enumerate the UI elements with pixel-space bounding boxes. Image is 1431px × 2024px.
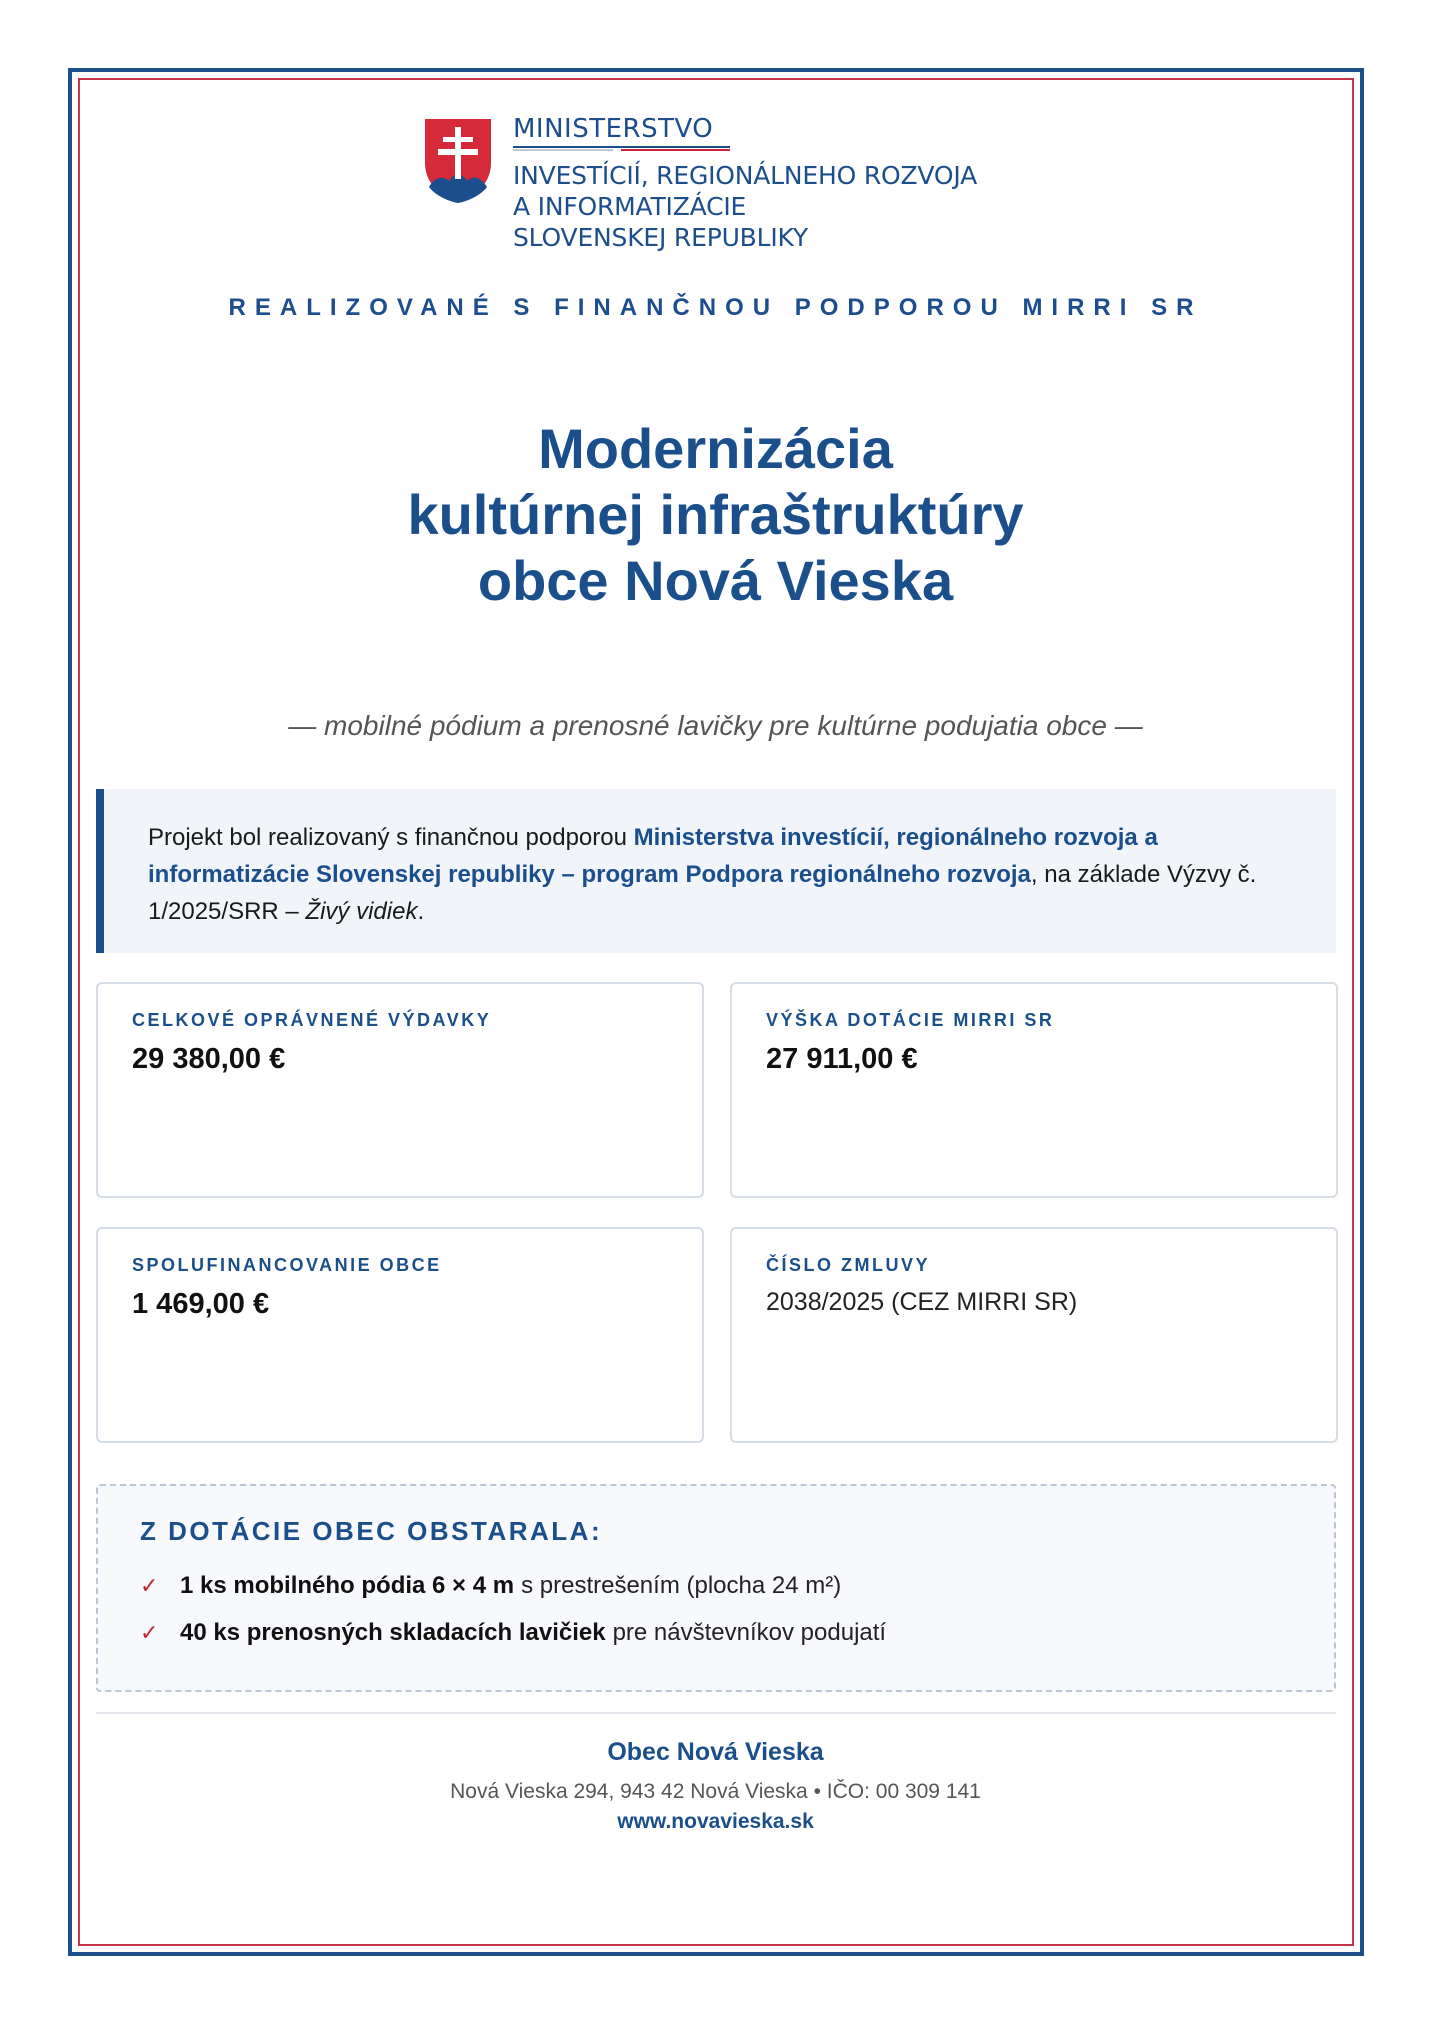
support-tagline: REALIZOVANÉ S FINANČNOU PODPOROU MIRRI SR [228,294,1203,321]
funding-info-box [96,789,1336,953]
card-value: 27 911,00 € [766,1043,918,1075]
card-label: CELKOVÉ OPRÁVNENÉ VÝDAVKY [132,1010,492,1030]
logo-ministry-word: MINISTERSTVO [513,114,714,144]
info-text-end: . [417,898,425,925]
check-icon: ✓ [140,1573,159,1598]
footer-municipality-name: Obec Nová Vieska [607,1738,824,1766]
list-item [140,1571,1292,1601]
info-ministry-program: Ministerstva investícií, regionálneho rozvoja a informatizácie Slovenskej republiky – program Podpora regionálneho rozvoja [148,824,1158,888]
project-title [0,416,1431,614]
procurement-box [96,1484,1336,1692]
logo-tricolor-lines [513,146,730,153]
card-cofinancing [96,1227,704,1443]
item-bold: 40 ks prenosných skladacích lavičiek [180,1619,606,1646]
card-label: VÝŠKA DOTÁCIE MIRRI SR [766,1010,1055,1030]
slovak-coat-of-arms-icon [423,117,493,205]
footer-website-link[interactable]: www.novavieska.sk [617,1810,814,1833]
title-line-2: kultúrnej infraštruktúry [407,483,1024,546]
card-value: 1 469,00 € [132,1288,270,1320]
info-text-before: Projekt bol realizovaný s finančnou podporou [148,824,634,851]
card-contract-number [730,1227,1338,1443]
title-line-3: obce Nová Vieska [477,549,954,612]
ministry-logo [423,114,1023,254]
item-rest: pre návštevníkov podujatí [612,1619,887,1646]
title-line-1: Modernizácia [538,417,893,480]
item-rest: s prestrešením (plocha 24 m²) [521,1572,842,1599]
logo-line-3: SLOVENSKEJ REPUBLIKY [513,223,808,252]
logo-line-1: INVESTÍCIÍ, REGIONÁLNEHO ROZVOJA [513,161,977,190]
card-value: 29 380,00 € [132,1043,286,1075]
card-label: SPOLUFINANCOVANIE OBCE [132,1255,442,1275]
footer-address: Nová Vieska 294, 943 42 Nová Vieska • IČO: 00 309 141 [450,1780,981,1803]
card-label: ČÍSLO ZMLUVY [766,1255,930,1275]
procurement-list [140,1571,1292,1648]
footer-divider [96,1712,1336,1714]
card-grant-amount [730,982,1338,1198]
check-icon: ✓ [140,1620,159,1645]
project-subtitle: — mobilné pódium a prenosné lavičky pre kultúrne podujatia obce — [288,710,1143,741]
procurement-title: Z DOTÁCIE OBEC OBSTARALA: [140,1516,603,1546]
item-bold: 1 ks mobilného pódia 6 × 4 m [180,1572,515,1599]
logo-line-2: A INFORMATIZÁCIE [513,192,747,221]
card-value: 2038/2025 (CEZ MIRRI SR) [766,1288,1078,1316]
info-text-after: , na základe Výzvy č. 1/2025/SRR – [148,861,1257,925]
card-total-eligible-costs [96,982,704,1198]
info-call-name: Živý vidiek [305,898,418,925]
list-item [140,1618,1292,1648]
